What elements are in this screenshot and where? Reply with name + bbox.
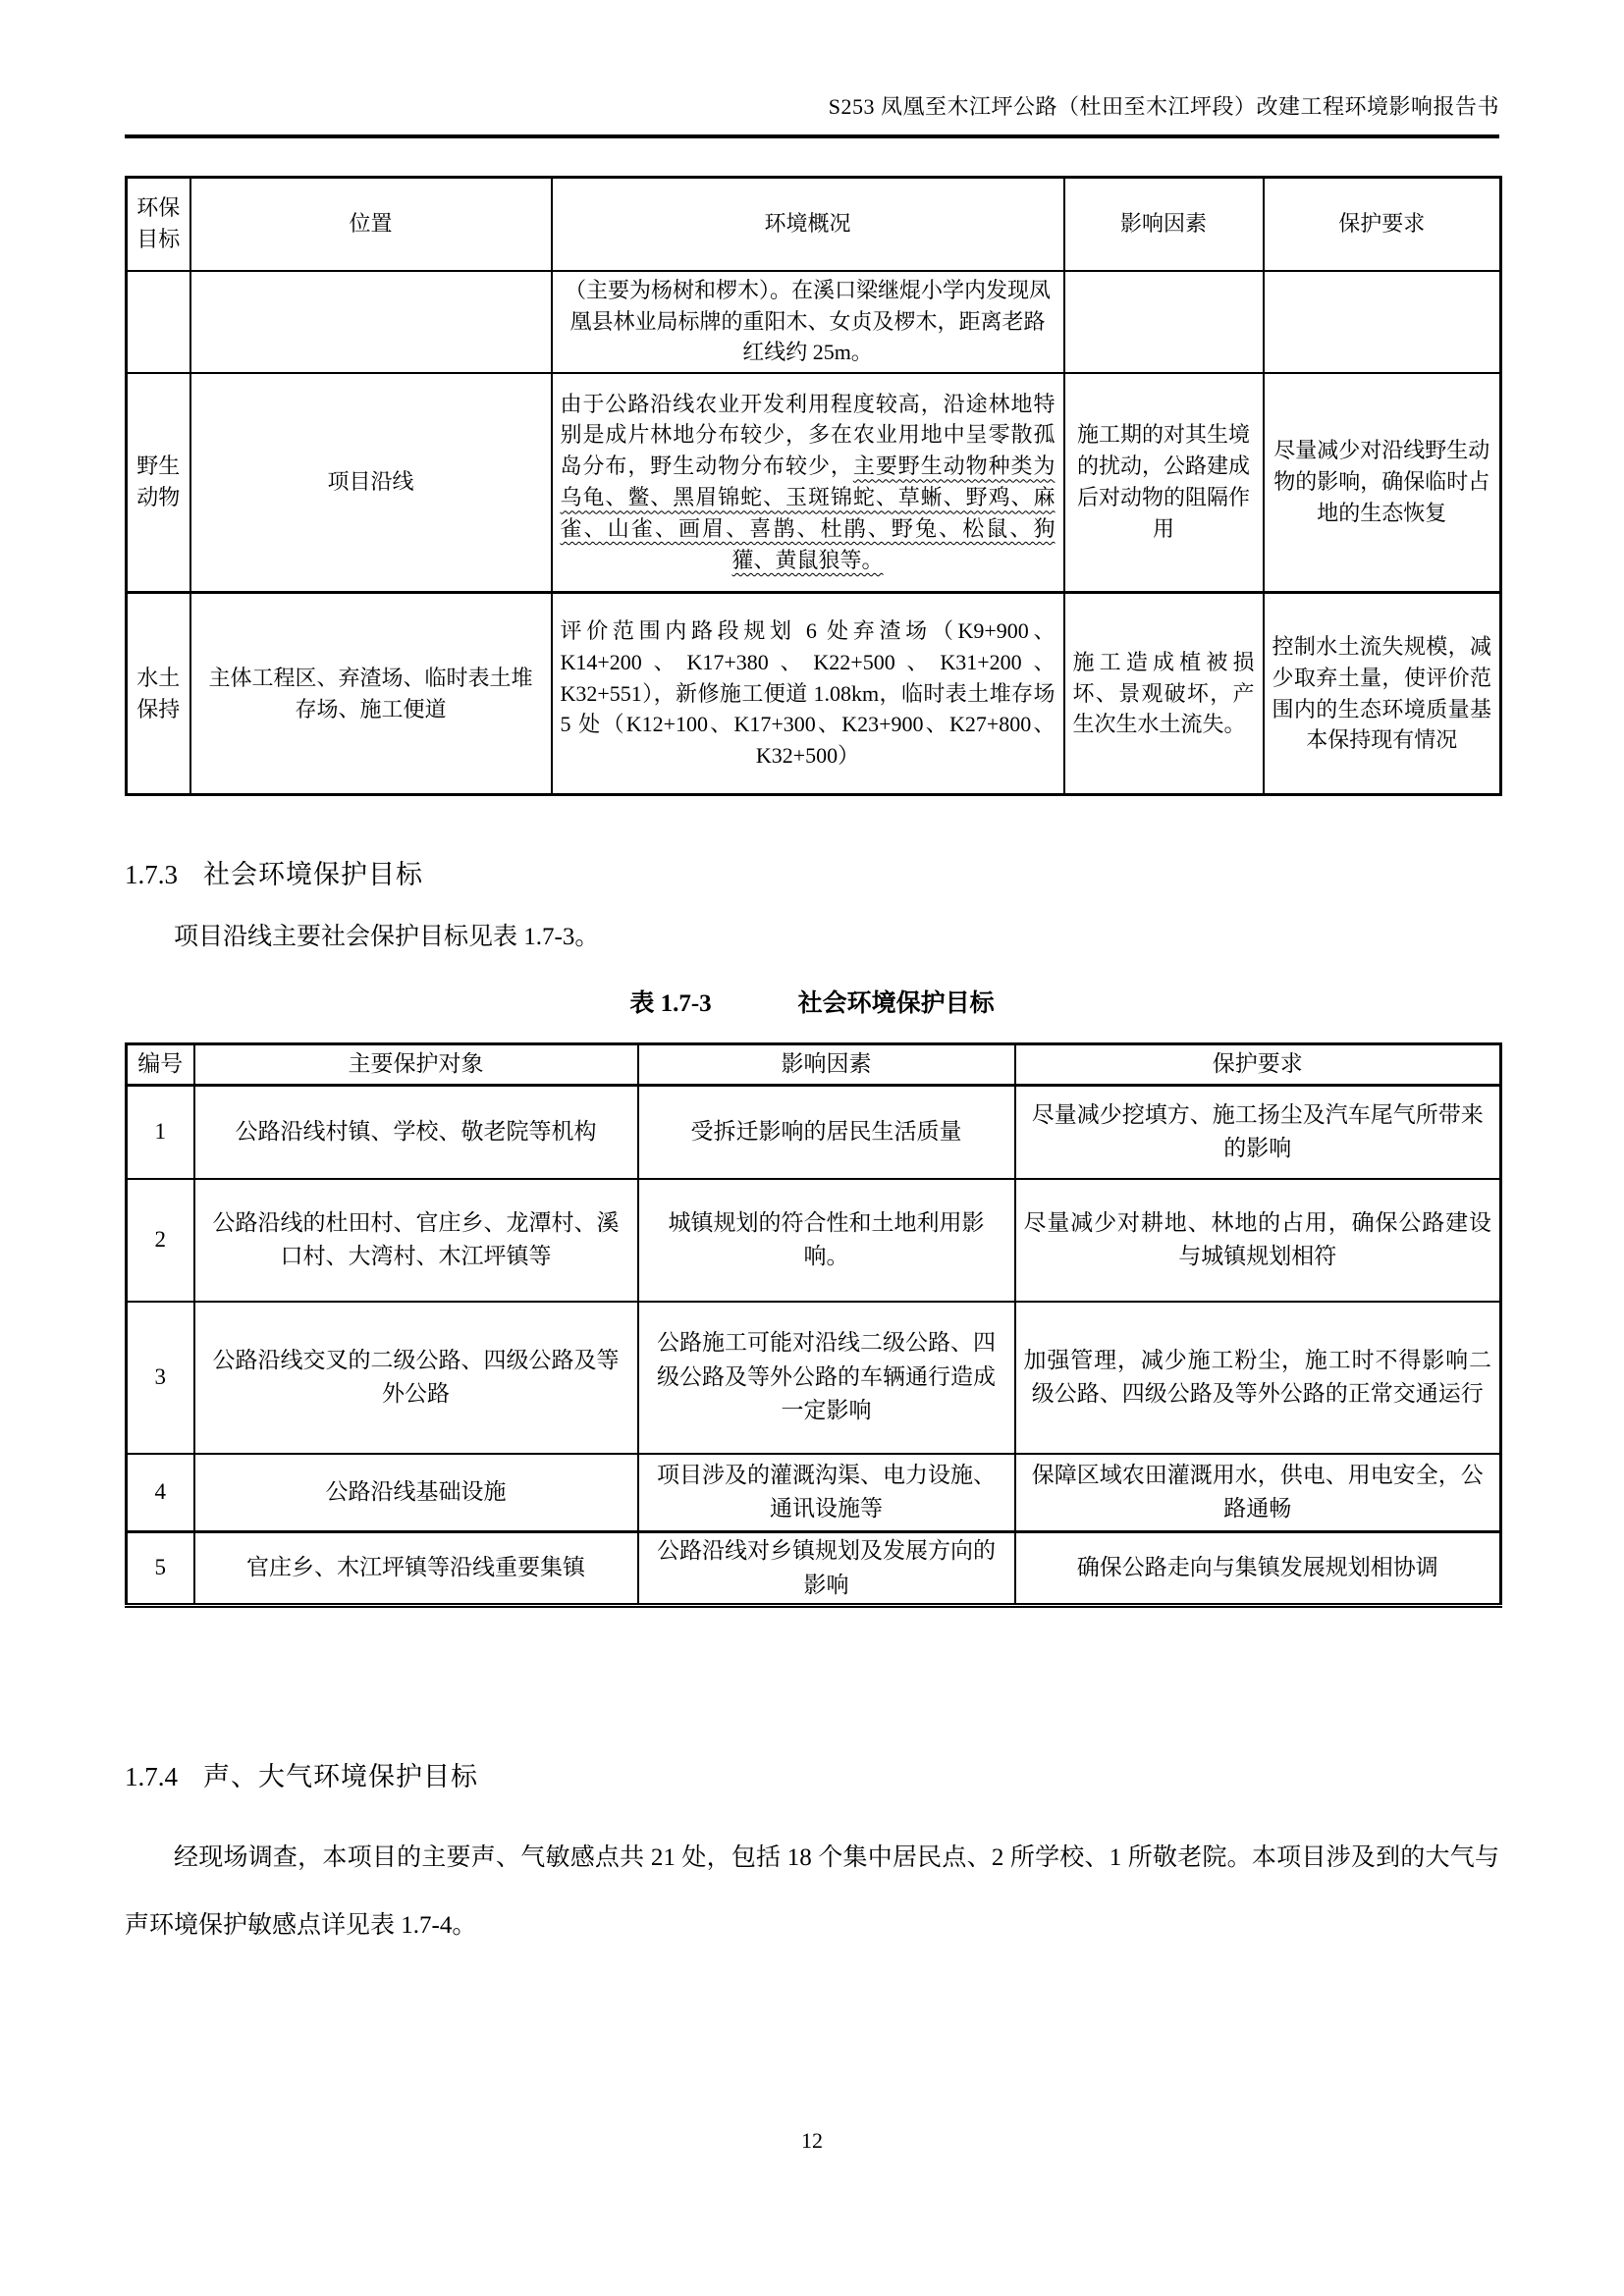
table-cell: 公路沿线对乡镇规划及发展方向的影响 — [638, 1532, 1015, 1606]
table-cell: 尽量减少挖填方、施工扬尘及汽车尾气所带来的影响 — [1015, 1086, 1501, 1179]
table-row — [127, 593, 1501, 795]
table-cell: 项目涉及的灌溉沟渠、电力设施、通讯设施等 — [638, 1454, 1015, 1532]
table-header-cell: 影响因素 — [1064, 178, 1264, 271]
table-caption-label: 表 1.7-3 — [629, 990, 712, 1017]
table-header-cell: 环境概况 — [552, 178, 1064, 271]
table-row — [127, 1179, 1501, 1302]
header-rule — [125, 134, 1499, 138]
table-cell: 2 — [127, 1179, 194, 1302]
table-cell — [190, 271, 552, 373]
table-cell: 受拆迁影响的居民生活质量 — [638, 1086, 1015, 1179]
table-cell: 3 — [127, 1302, 194, 1454]
table-cell: （主要为杨树和椤木）。在溪口梁继焜小学内发现凤凰县林业局标牌的重阳木、女贞及椤木，距离老路红线约 25m。 — [552, 271, 1064, 373]
table-cell — [1264, 271, 1501, 373]
table-cell: 公路施工可能对沿线二级公路、四级公路及等外公路的车辆通行造成一定影响 — [638, 1302, 1015, 1454]
section-paragraph: 经现场调查，本项目的主要声、气敏感点共 21 处，包括 18 个集中居民点、2 所学校、1 所敬老院。本项目涉及到的大气与声环境保护敏感点详见表 1.7-4。 — [125, 1844, 1499, 1939]
table-cell: 公路沿线村镇、学校、敬老院等机构 — [194, 1086, 638, 1179]
table-cell: 项目沿线 — [190, 373, 552, 593]
table-cell: 4 — [127, 1454, 194, 1532]
table-cell — [1064, 271, 1264, 373]
table-cell: 施工期的对其生境的扰动，公路建成后对动物的阻隔作用 — [1064, 373, 1264, 593]
table-header-cell: 保护要求 — [1264, 178, 1501, 271]
social-target-table — [125, 1042, 1502, 1608]
table-cell: 1 — [127, 1086, 194, 1179]
table-header-cell: 位置 — [190, 178, 552, 271]
table-cell: 尽量减少对沿线野生动物的影响，确保临时占地的生态恢复 — [1264, 373, 1501, 593]
section-number: 1.7.3 — [125, 860, 178, 889]
table-header-cell: 保护要求 — [1015, 1044, 1501, 1086]
table-header-row — [127, 1044, 1501, 1086]
table-cell: 5 — [127, 1532, 194, 1606]
table-cell: 公路沿线基础设施 — [194, 1454, 638, 1532]
doc-header-title: S253 凤凰至木江坪公路（杜田至木江坪段）改建工程环境影响报告书 — [828, 94, 1499, 119]
page-number: 12 — [801, 2128, 823, 2153]
table-row — [127, 373, 1501, 593]
table-cell: 水土保持 — [127, 593, 190, 795]
table-cell: 控制水土流失规模，减少取弃土量，使评价范围内的生态环境质量基本保持现有情况 — [1264, 593, 1501, 795]
table-cell: 野生动物 — [127, 373, 190, 593]
table-row — [127, 1302, 1501, 1454]
table-cell: 尽量减少对耕地、林地的占用，确保公路建设与城镇规划相符 — [1015, 1179, 1501, 1302]
table-cell: 城镇规划的符合性和土地利用影响。 — [638, 1179, 1015, 1302]
table-header-cell: 环保目标 — [127, 178, 190, 271]
table-cell: 确保公路走向与集镇发展规划相协调 — [1015, 1532, 1501, 1606]
table-header-cell: 影响因素 — [638, 1044, 1015, 1086]
section-number: 1.7.4 — [125, 1762, 178, 1791]
section-title: 社会环境保护目标 — [203, 860, 423, 889]
wildlife-species-underlined-text: 主要野生动物种类为乌龟、鳖、黑眉锦蛇、玉斑锦蛇、草蜥、野鸡、麻雀、山雀、画眉、喜鹊、杜鹃、野兔、松鼠、狗獾、黄鼠狼等。 — [560, 454, 1056, 573]
table-row — [127, 1532, 1501, 1606]
section-heading-1-7-3 — [125, 853, 1499, 891]
table-cell: 施工造成植被损坏、景观破坏，产生次生水土流失。 — [1064, 593, 1264, 795]
env-target-table — [125, 176, 1502, 796]
table-cell: 加强管理，减少施工粉尘，施工时不得影响二级公路、四级公路及等外公路的正常交通运行 — [1015, 1302, 1501, 1454]
table-cell: 主体工程区、弃渣场、临时表土堆存场、施工便道 — [190, 593, 552, 795]
table-cell: 官庄乡、木江坪镇等沿线重要集镇 — [194, 1532, 638, 1606]
table-cell: 公路沿线交叉的二级公路、四级公路及等外公路 — [194, 1302, 638, 1454]
table-header-cell: 编号 — [127, 1044, 194, 1086]
table-caption-title: 社会环境保护目标 — [797, 990, 995, 1017]
wildlife-overview-text: 由于公路沿线农业开发利用程度较高，沿途林地特别是成片林地分布较少，多在农业用地中呈零散孤岛分布，野生动物分布较少， — [560, 391, 1056, 479]
table-caption — [125, 984, 1499, 1019]
table-row — [127, 1086, 1501, 1179]
table-header-row — [127, 178, 1501, 271]
table-cell: 评价范围内路段规划 6 处弃渣场（K9+900、K14+200、K17+380、K22+500、K31+200、K32+551），新修施工便道 1.08km，临时表土堆存场 5 处（K12+100、K17+300、K23+900、K27+800、K32+500） — [552, 593, 1064, 795]
table-row — [127, 1454, 1501, 1532]
page-content — [125, 0, 1499, 1960]
section-paragraph: 项目沿线主要社会保护目标见表 1.7-3。 — [174, 924, 600, 950]
section-heading-1-7-4 — [125, 1755, 1499, 1793]
table-cell: 保障区域农田灌溉用水，供电、用电安全，公路通畅 — [1015, 1454, 1501, 1532]
table-cell — [127, 271, 190, 373]
table-row — [127, 271, 1501, 373]
section-title: 声、大气环境保护目标 — [203, 1762, 478, 1791]
table-header-cell: 主要保护对象 — [194, 1044, 638, 1086]
table-cell: 公路沿线的杜田村、官庄乡、龙潭村、溪口村、大湾村、木江坪镇等 — [194, 1179, 638, 1302]
table-cell — [552, 373, 1064, 593]
